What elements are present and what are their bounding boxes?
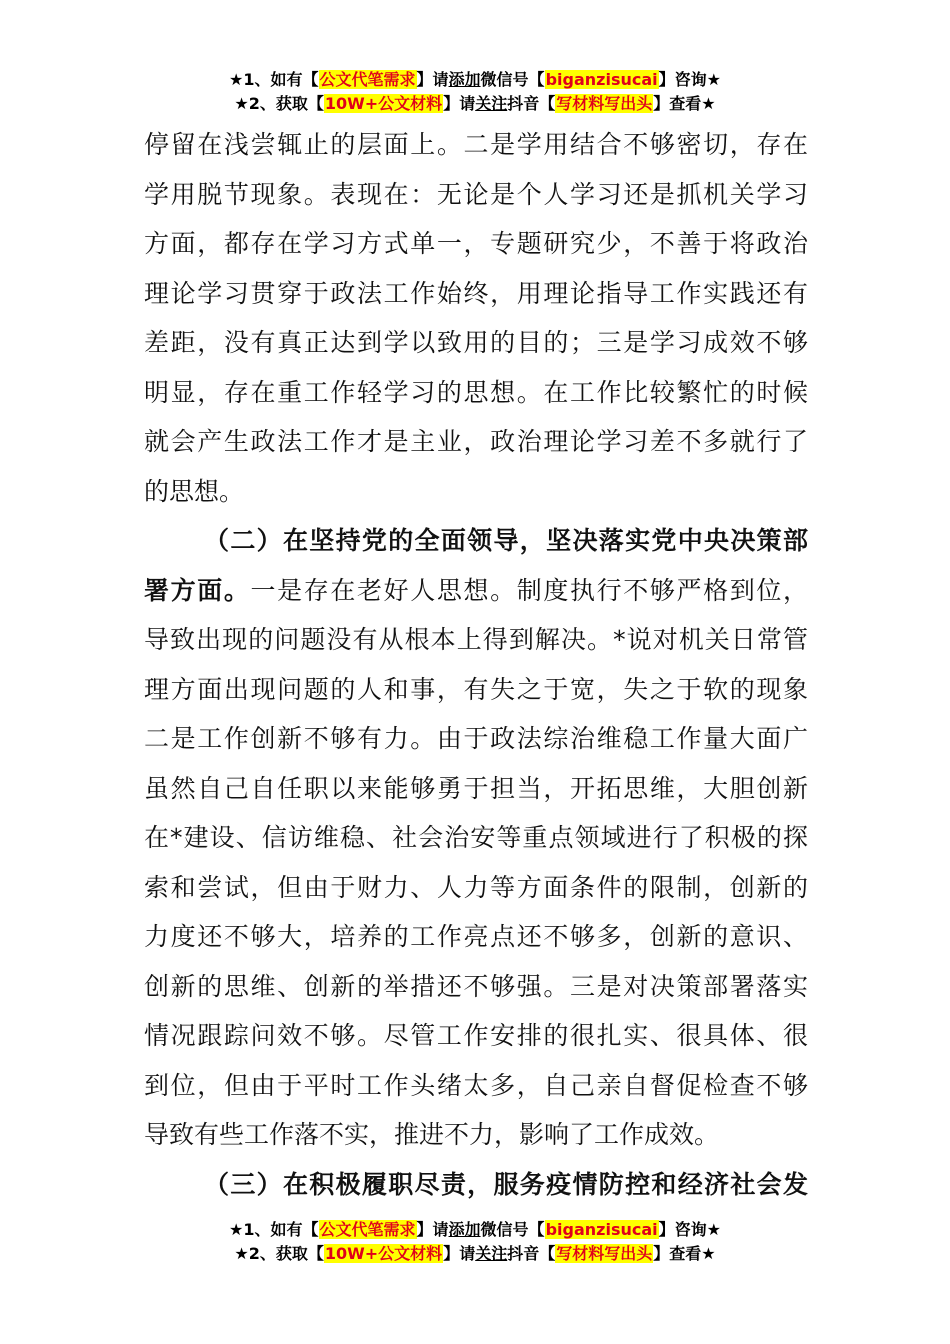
banner-text: 】咨询★ (658, 1220, 721, 1239)
banner-underline: 关注 (475, 94, 508, 113)
banner-highlight: 10W+公文材料 (324, 1244, 443, 1263)
banner-highlight: 写材料写出头 (556, 94, 653, 113)
text-line: 导致出现的问题没有从根本上得到解决。*说对机关日常管 (144, 625, 808, 654)
text-line: 在*建设、信访维稳、社会治安等重点领域进行了积极的探 (144, 823, 808, 852)
banner-text: 抖音【 (507, 1244, 556, 1263)
text-line: 差距，没有真正达到学以致用的目的；三是学习成效不够 (144, 328, 808, 357)
banner-text: ★2、获取【 (234, 1244, 324, 1263)
banner-text: 】查看★ (653, 94, 716, 113)
banner-text: 微信号【 (480, 70, 545, 89)
text-line: 就会产生政法工作才是主业，政治理论学习差不多就行了 (144, 427, 808, 456)
text-line: 二是工作创新不够有力。由于政法综治维稳工作量大面广 (144, 724, 808, 753)
banner-text: ★1、如有【 (229, 70, 319, 89)
banner-text: 】咨询★ (658, 70, 721, 89)
banner-text: ★2、获取【 (234, 94, 324, 113)
text-line: 索和尝试，但由于财力、人力等方面条件的限制，创新的 (144, 872, 808, 902)
banner-highlight: 公文代笔需求 (319, 1220, 416, 1239)
banner-highlight: biganzisucai (545, 70, 658, 89)
text-line: 导致有些工作落不实，推进不力，影响了工作成效。 (144, 1120, 720, 1149)
text-segment: 一是存在老好人思想。制度执行不够严格到位， (250, 575, 808, 605)
text-line: 学用脱节现象。表现在：无论是个人学习还是抓机关学习 (144, 179, 808, 209)
banner-highlight: 公文代笔需求 (319, 70, 416, 89)
text-line: 到位，但由于平时工作头绪太多，自己亲自督促检查不够 (144, 1070, 808, 1100)
banner-underline: 添加 (448, 1220, 481, 1239)
banner-line-2 (0, 92, 950, 116)
text-line: 创新的思维、创新的举措还不够强。三是对决策部署落实 (144, 971, 808, 1001)
text-line: 的思想。 (144, 476, 245, 506)
text-line: 停留在浅尝辄止的层面上。二是学用结合不够密切，存在 (144, 130, 808, 159)
banner-highlight: biganzisucai (545, 1220, 658, 1239)
text-line: 明显，存在重工作轻学习的思想。在工作比较繁忙的时候 (144, 377, 808, 407)
footer-banner (0, 1218, 950, 1266)
text-line: 虽然自己自任职以来能够勇于担当，开拓思维，大胆创新 (144, 773, 808, 803)
banner-text: 】请 (443, 94, 476, 113)
text-line: 理方面出现问题的人和事，有失之于宽，失之于软的现象 (144, 674, 808, 704)
section-heading: （二）在坚持党的全面领导，坚决落实党中央决策部 (204, 526, 808, 555)
banner-underline: 添加 (448, 70, 481, 89)
header-banner (0, 68, 950, 116)
banner-highlight: 10W+公文材料 (324, 94, 443, 113)
banner-text: 抖音【 (507, 94, 556, 113)
banner-text: 】请 (416, 70, 449, 89)
banner-text: 】请 (416, 1220, 449, 1239)
banner-text: 微信号【 (480, 1220, 545, 1239)
banner-line-1 (0, 68, 950, 92)
text-line: 理论学习贯穿于政法工作始终，用理论指导工作实践还有 (144, 278, 808, 308)
banner-line-2 (0, 1242, 950, 1266)
text-line: 情况跟踪问效不够。尽管工作安排的很扎实、很具体、很 (144, 1021, 808, 1050)
text-line (144, 566, 808, 616)
banner-text: 】请 (443, 1244, 476, 1263)
banner-text: ★1、如有【 (229, 1220, 319, 1239)
banner-underline: 关注 (475, 1244, 508, 1263)
document-body (144, 120, 808, 1209)
section-heading: （三）在积极履职尽责，服务疫情防控和经济社会发 (204, 1169, 808, 1199)
banner-line-1 (0, 1218, 950, 1242)
text-line: 力度还不够大，培养的工作亮点还不够多，创新的意识、 (144, 922, 808, 951)
banner-highlight: 写材料写出头 (556, 1244, 653, 1263)
banner-text: 】查看★ (653, 1244, 716, 1263)
section-heading-end: 署方面。 (144, 575, 251, 605)
text-line: 方面，都存在学习方式单一，专题研究少，不善于将政治 (144, 229, 808, 258)
